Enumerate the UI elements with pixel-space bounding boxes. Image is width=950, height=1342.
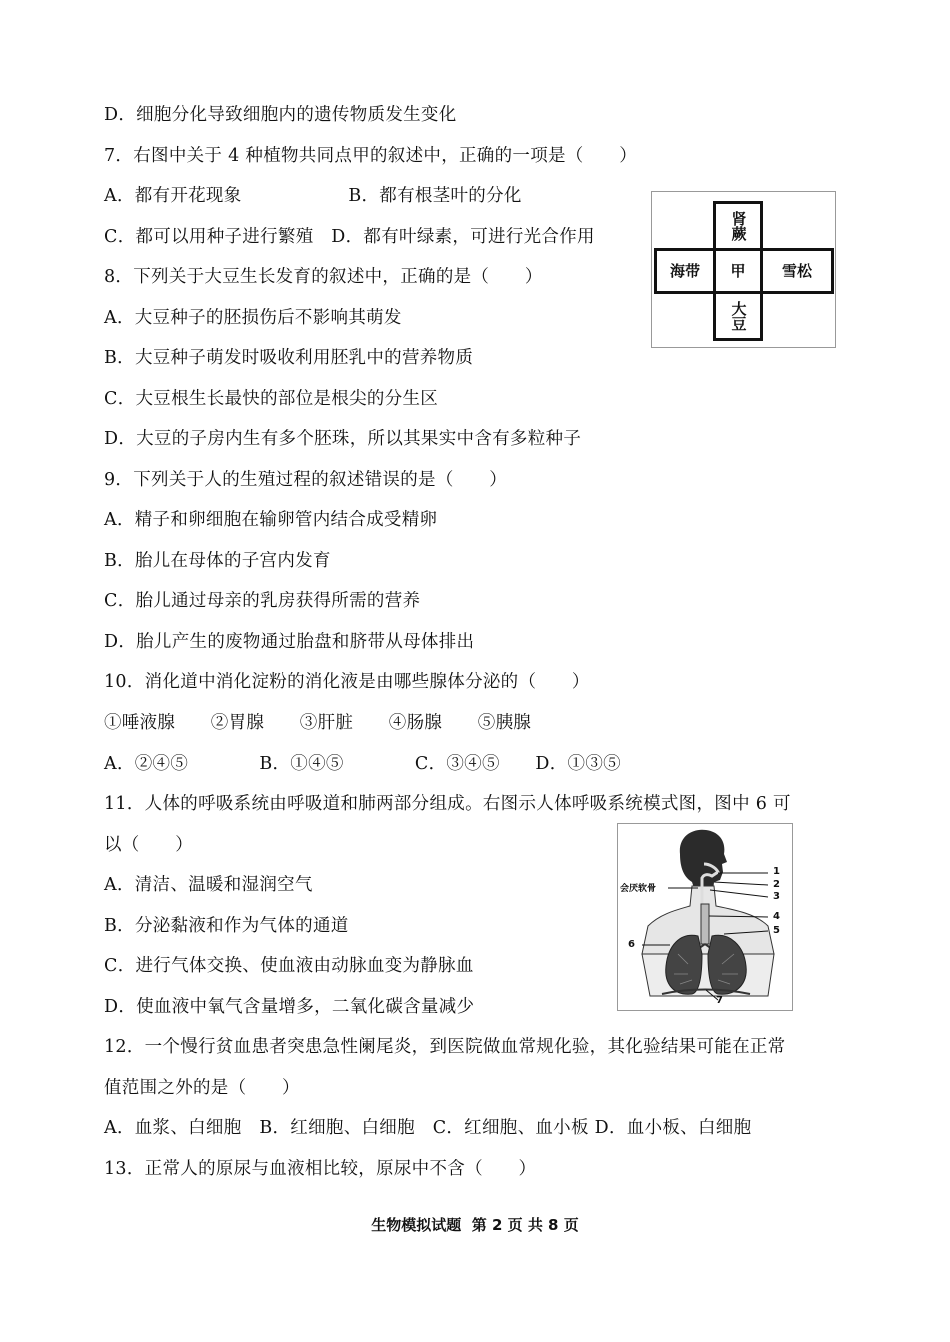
options-7cd: C．都可以用种子进行繁殖 D．都有叶绿素，可进行光合作用 [104,227,595,247]
footer-page-number: 第 2 页 共 8 页 [471,1216,579,1234]
option-9c: C．胎儿通过母亲的乳房获得所需的营养 [104,591,421,611]
option-11c: C．进行气体交换、使血液由动脉血变为静脉血 [104,956,474,976]
options-7ab: A．都有开花现象 B．都有根茎叶的分化 [104,186,522,206]
epiglottis-label: 会厌软骨 [620,884,657,894]
glands-list-10: ①唾液腺 ②胃腺 ③肝脏 ④肠腺 ⑤胰腺 [104,713,532,733]
respiratory-illustration [618,824,792,1010]
question-12-line1: 12．一个慢行贫血患者突患急性阑尾炎，到医院做血常规化验，其化验结果可能在正常 [104,1037,786,1057]
question-7: 7．右图中关于 4 种植物共同点甲的叙述中，正确的一项是（ ） [104,146,637,166]
option-11d: D．使血液中氧气含量增多，二氧化碳含量减少 [104,997,475,1017]
options-12: A．血浆、白细胞 B．红细胞、白细胞 C．红细胞、血小板 D．血小板、白细胞 [104,1118,752,1138]
option-8d: D．大豆的子房内生有多个胚珠，所以其果实中含有多粒种子 [104,429,582,449]
label-5: 5 [773,925,780,936]
respiratory-system-figure [617,823,793,1011]
option-9d: D．胎儿产生的废物通过胎盘和脐带从母体排出 [104,632,475,652]
question-10: 10．消化道中消化淀粉的消化液是由哪些腺体分泌的（ ） [104,672,590,692]
question-8: 8．下列关于大豆生长发育的叙述中，正确的是（ ） [104,267,543,287]
label-1: 1 [773,866,780,877]
option-8a: A．大豆种子的胚损伤后不影响其萌发 [104,308,402,328]
label-2: 2 [773,879,780,890]
option-9a: A．精子和卵细胞在输卵管内结合成受精卵 [104,510,438,530]
cell-top [713,201,763,251]
cell-bottom-label: 大豆 [729,301,748,331]
option-11a: A．清洁、温暖和湿润空气 [104,875,313,895]
cell-center-label: 甲 [730,261,746,280]
cell-left [654,248,716,294]
label-4: 4 [773,911,780,922]
question-11-line1: 11．人体的呼吸系统由呼吸道和肺两部分组成。右图示人体呼吸系统模式图，图中 6 可 [104,794,791,814]
label-3: 3 [773,891,780,902]
option-6d: D．细胞分化导致细胞内的遗传物质发生变化 [104,105,457,125]
label-7: 7 [716,995,723,1006]
cell-right-label: 雪松 [781,261,812,280]
option-8c: C．大豆根生长最快的部位是根尖的分生区 [104,389,439,409]
cell-bottom [713,291,763,341]
cell-left-label: 海带 [669,261,700,280]
option-8b: B．大豆种子萌发时吸收利用胚乳中的营养物质 [104,348,474,368]
question-12-line2: 值范围之外的是（ ） [104,1078,300,1098]
cell-top-label: 肾蕨 [729,211,748,241]
page-footer [0,1214,950,1235]
question-11-line2: 以（ ） [104,835,193,855]
footer-subject: 生物模拟试题 [371,1216,462,1234]
question-9: 9．下列关于人的生殖过程的叙述错误的是（ ） [104,470,508,490]
option-11b: B．分泌黏液和作为气体的通道 [104,916,349,936]
option-9b: B．胎儿在母体的子宫内发育 [104,551,331,571]
cell-right [760,248,834,294]
plant-cross-figure [651,191,836,348]
question-13: 13．正常人的原尿与血液相比较，原尿中不含（ ） [104,1159,537,1179]
label-6: 6 [628,939,635,950]
options-10: A．②④⑤ B．①④⑤ C．③④⑤ D．①③⑤ [104,754,621,774]
cell-center [713,248,763,294]
